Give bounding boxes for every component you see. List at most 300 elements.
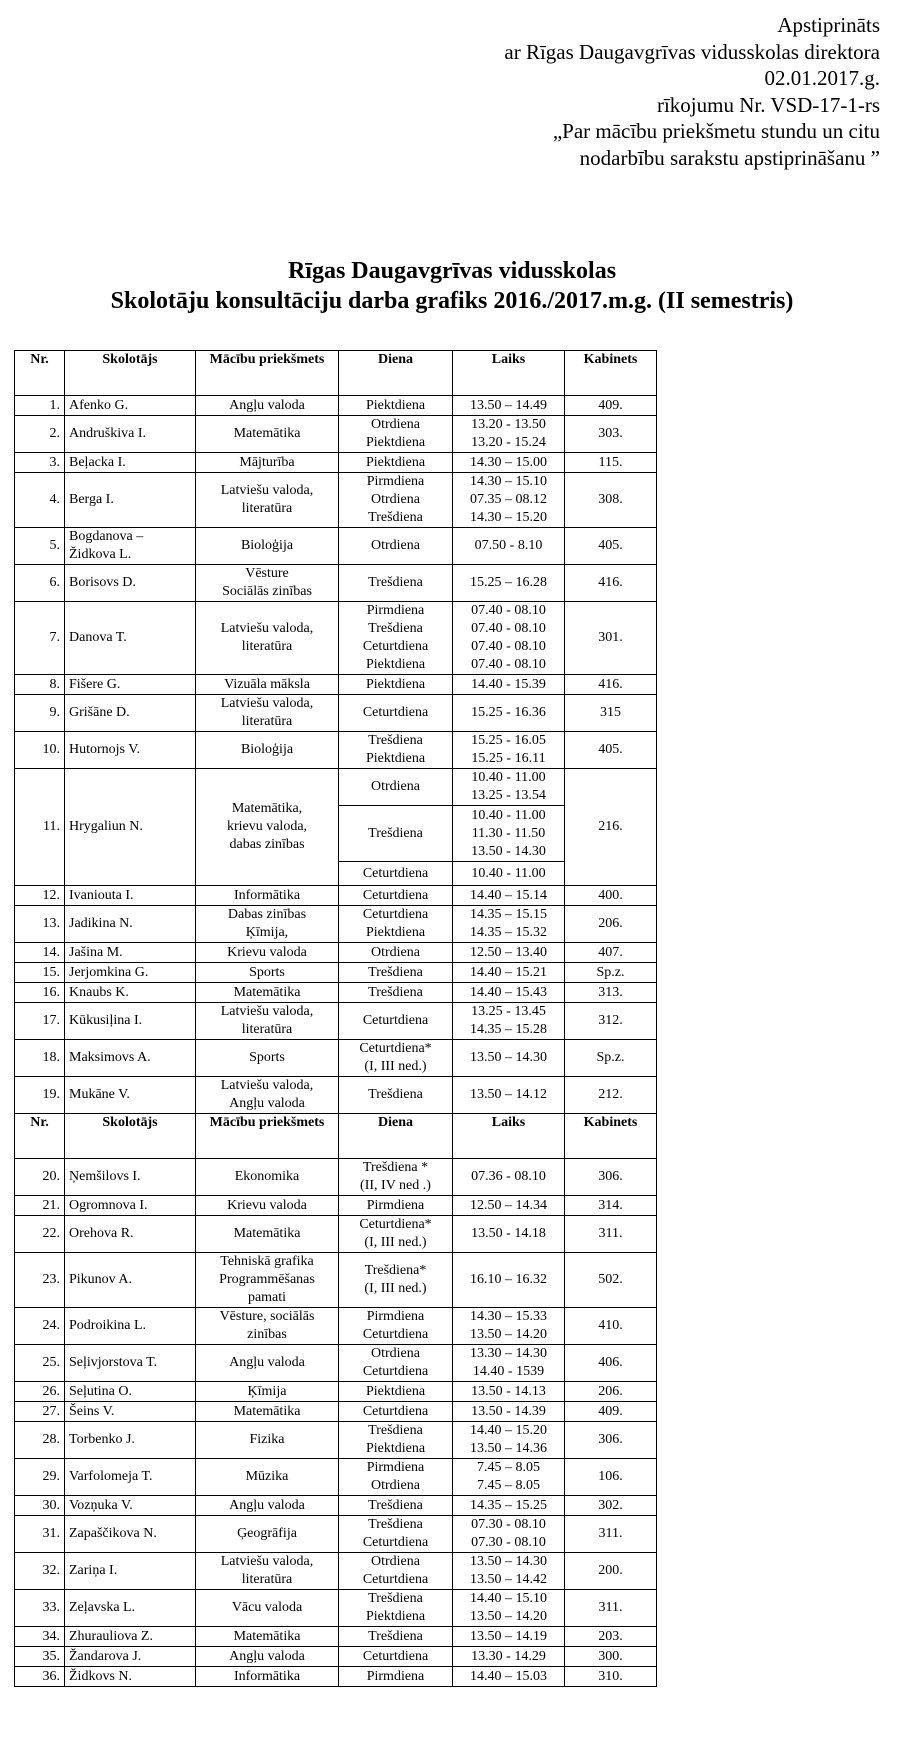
- subject: [196, 1647, 339, 1667]
- header-day: [339, 1114, 453, 1159]
- room: [565, 769, 657, 886]
- time: [453, 1308, 565, 1345]
- table-row: [15, 675, 657, 695]
- time-line: 11.30 - 11.50: [471, 825, 546, 841]
- subject-line: Sports: [249, 964, 285, 980]
- room: [565, 1553, 657, 1590]
- subject-line: Sports: [249, 1050, 285, 1065]
- day-line: Trešdiena: [368, 1517, 423, 1532]
- day-line: Piektdiena: [365, 454, 426, 470]
- table-row: [15, 1077, 657, 1114]
- teacher-name-line: Orehova R.: [69, 1226, 134, 1241]
- row-number-line: 36.: [42, 1668, 60, 1684]
- title-line-2: Skolotāju konsultāciju darba grafiks 2016./2017.m.g. (II semestris): [110, 288, 794, 314]
- teacher-name-line: Jašina M.: [69, 944, 123, 960]
- room: [565, 1077, 657, 1114]
- day-line: Ceturtdiena: [362, 1403, 429, 1419]
- time-line: 13.30 - 14.29: [471, 1648, 546, 1664]
- header-time: [453, 351, 565, 396]
- subject-line: literatūra: [241, 1022, 293, 1037]
- day: [339, 1553, 453, 1590]
- subject-line: Matemātika: [233, 1226, 301, 1241]
- time-line: 16.10 – 16.32: [470, 1272, 547, 1287]
- day-line: Otrdiena: [371, 944, 420, 960]
- document-title: [0, 256, 904, 316]
- table-row: [15, 1345, 657, 1382]
- subject-line: Ķīmija: [247, 1383, 287, 1399]
- row-number: [15, 396, 65, 416]
- day-line: Trešdiena: [368, 1423, 423, 1438]
- day: [339, 565, 453, 602]
- row-number-line: 27.: [42, 1403, 60, 1419]
- header-subject: [196, 1114, 339, 1159]
- day-line: Piektdiena: [365, 1441, 426, 1456]
- room: [565, 963, 657, 983]
- teacher-name: [65, 1590, 196, 1627]
- room: [565, 906, 657, 943]
- row-number-line: 1.: [49, 397, 60, 413]
- subject: [196, 473, 339, 528]
- teacher-name-line: Hrygaliun N.: [69, 819, 143, 834]
- room: [565, 453, 657, 473]
- subject: [196, 1382, 339, 1402]
- teacher-name-line: Knaubs K.: [69, 984, 129, 1000]
- teacher-name: [65, 396, 196, 416]
- day: [339, 1216, 453, 1253]
- time-line: 13.30 – 14.30: [470, 1346, 547, 1361]
- approval-line: Apstiprināts: [777, 13, 880, 37]
- teacher-name-line: Ivaniouta I.: [69, 887, 134, 903]
- time: [453, 396, 565, 416]
- room-line: 206.: [598, 916, 623, 931]
- time-line: 10.40 - 11.00: [471, 807, 546, 823]
- row-number: [15, 1422, 65, 1459]
- subject-line: Programmēšanas: [219, 1272, 315, 1287]
- table-header-row: [15, 351, 657, 396]
- day-line: Pirmdiena: [366, 1309, 425, 1324]
- time: [453, 983, 565, 1003]
- time: [453, 1253, 565, 1308]
- time: [453, 1216, 565, 1253]
- approval-line: nodarbību sarakstu apstiprināšanu ”: [579, 145, 880, 170]
- subject-line: Bioloģija: [240, 538, 294, 553]
- day-line: (II, IV ned .): [360, 1178, 431, 1193]
- teacher-name-line: Vozņuka V.: [69, 1497, 133, 1513]
- row-number-line: 7.: [49, 630, 60, 645]
- time-line: 07.30 - 08.10: [471, 1535, 546, 1550]
- row-number-line: 29.: [42, 1469, 60, 1484]
- time-line: 13.25 - 13.54: [471, 788, 546, 803]
- teacher-name: [65, 1647, 196, 1667]
- header-teacher-line: Skolotājs: [102, 1115, 158, 1130]
- day-line: Trešdiena: [368, 510, 423, 525]
- day: [339, 1345, 453, 1382]
- day-line: Otrdiena: [371, 417, 420, 432]
- time: [453, 1590, 565, 1627]
- room: [565, 1496, 657, 1516]
- row-number-line: 12.: [42, 887, 60, 903]
- room: [565, 1216, 657, 1253]
- time-line: 13.50 – 14.20: [470, 1327, 547, 1342]
- subject: [196, 769, 339, 886]
- room: [565, 396, 657, 416]
- row-number-line: 11.: [43, 819, 60, 834]
- teacher-name-line: Seļutina O.: [69, 1383, 132, 1399]
- table-row: [15, 1516, 657, 1553]
- room: [565, 695, 657, 732]
- time: [453, 695, 565, 732]
- day: [339, 416, 453, 453]
- day-line: Trešdiena: [368, 964, 423, 980]
- row-number-line: 32.: [42, 1563, 60, 1578]
- time: [453, 1003, 565, 1040]
- teacher-name-line: Bogdanova –: [69, 529, 144, 544]
- subject: [196, 943, 339, 963]
- day-line: Piektdiena: [365, 676, 426, 692]
- approval-line: 02.01.2017.g.: [764, 66, 880, 90]
- subject-line: Angļu valoda: [229, 1096, 305, 1111]
- day-line: Ceturtdiena: [362, 887, 429, 903]
- day: [339, 1647, 453, 1667]
- time-line: 13.50 – 14.20: [470, 1609, 547, 1624]
- teacher-name: [65, 416, 196, 453]
- room-line: 302.: [598, 1497, 623, 1513]
- time-line: 13.50 - 14.30: [471, 843, 546, 859]
- teacher-name: [65, 473, 196, 528]
- time-line: 07.36 - 08.10: [471, 1169, 546, 1184]
- row-number-line: 21.: [42, 1197, 60, 1213]
- table-row: [15, 1422, 657, 1459]
- day-line: Pirmdiena: [366, 1460, 425, 1475]
- time: [453, 1402, 565, 1422]
- day-line: Trešdiena*: [364, 1263, 427, 1278]
- header-room: [565, 351, 657, 396]
- day: [339, 695, 453, 732]
- time: [453, 943, 565, 963]
- header-nr-line: Nr.: [30, 1115, 49, 1130]
- time-line: 13.50 – 14.36: [470, 1441, 547, 1456]
- time: [453, 565, 565, 602]
- day-line: Ceturtdiena: [362, 1648, 429, 1664]
- time-line: 14.30 – 15.33: [470, 1309, 547, 1324]
- header-teacher: [65, 1114, 196, 1159]
- room-line: Sp.z.: [596, 1050, 625, 1065]
- subject: [196, 1402, 339, 1422]
- day-line: Ceturtdiena: [362, 1013, 429, 1028]
- time: [453, 1382, 565, 1402]
- time-line: 14.35 – 15.32: [470, 925, 547, 940]
- teacher-name-line: Podroikina L.: [69, 1318, 146, 1333]
- teacher-name: [65, 1040, 196, 1077]
- time: [453, 602, 565, 675]
- row-number: [15, 1647, 65, 1667]
- room-line: Sp.z.: [596, 964, 625, 980]
- room-line: 306.: [598, 1432, 623, 1447]
- day: [339, 943, 453, 963]
- teacher-name-line: Židkovs N.: [69, 1668, 132, 1684]
- row-number-line: 2.: [49, 426, 60, 441]
- day-line: Ceturtdiena: [362, 1572, 429, 1587]
- time-line: 10.40 - 11.00: [471, 770, 546, 785]
- header-subject: [196, 351, 339, 396]
- room: [565, 1590, 657, 1627]
- subject: [196, 983, 339, 1003]
- row-number: [15, 1003, 65, 1040]
- room: [565, 602, 657, 675]
- header-nr: [15, 351, 65, 396]
- subject-line: Vizuāla māksla: [224, 676, 310, 692]
- row-number: [15, 453, 65, 473]
- subject: [196, 1345, 339, 1382]
- table-row: [15, 396, 657, 416]
- row-number: [15, 943, 65, 963]
- room-line: 410.: [598, 1318, 623, 1333]
- row-number: [15, 1402, 65, 1422]
- time: [453, 1422, 565, 1459]
- time-line: 13.20 - 13.50: [471, 417, 546, 432]
- time-line: 7.45 – 8.05: [477, 1460, 540, 1475]
- teacher-name-line: Hutornojs V.: [69, 742, 141, 757]
- row-number-line: 24.: [42, 1318, 60, 1333]
- row-number: [15, 1553, 65, 1590]
- subject-line: Latviešu valoda,: [220, 1004, 314, 1019]
- time: [453, 1496, 565, 1516]
- row-number-line: 16.: [42, 984, 60, 1000]
- day: [339, 1627, 453, 1647]
- teacher-name: [65, 1253, 196, 1308]
- day: [339, 1422, 453, 1459]
- subject: [196, 675, 339, 695]
- header-subject-line: Mācību priekšmets: [209, 352, 325, 367]
- row-number-line: 13.: [42, 916, 60, 931]
- time: [453, 473, 565, 528]
- room-line: 310.: [598, 1668, 623, 1684]
- subject-line: Angļu valoda: [229, 1648, 305, 1664]
- time: [453, 416, 565, 453]
- day-line: Ceturtdiena*: [359, 1041, 432, 1056]
- row-number: [15, 1196, 65, 1216]
- day: [339, 806, 453, 862]
- time-line: 13.50 - 14.13: [471, 1383, 546, 1399]
- subject-line: Mājturība: [239, 454, 295, 470]
- subject: [196, 416, 339, 453]
- subject: [196, 1077, 339, 1114]
- row-number-line: 6.: [49, 575, 60, 590]
- room: [565, 1402, 657, 1422]
- room: [565, 1647, 657, 1667]
- header-room-line: Kabinets: [583, 352, 638, 367]
- day-line: Piektdiena: [365, 1609, 426, 1624]
- day-line: Ceturtdiena: [362, 1327, 429, 1342]
- day-line: Piektdiena: [365, 657, 426, 672]
- table-row: [15, 1308, 657, 1345]
- teacher-name-line: Zapaščikova N.: [69, 1526, 157, 1541]
- day-line: Trešdiena: [368, 1497, 423, 1513]
- time-line: 14.40 – 15.03: [470, 1668, 547, 1684]
- day: [339, 1159, 453, 1196]
- room: [565, 1459, 657, 1496]
- subject-line: Vācu valoda: [231, 1600, 303, 1615]
- table-row: [15, 1196, 657, 1216]
- header-day: [339, 351, 453, 396]
- time-line: 14.40 – 15.20: [470, 1423, 547, 1438]
- table-row: [15, 1590, 657, 1627]
- room: [565, 1308, 657, 1345]
- time: [453, 1040, 565, 1077]
- subject: [196, 1196, 339, 1216]
- row-number-line: 17.: [42, 1013, 60, 1028]
- room-line: 416.: [598, 575, 623, 590]
- day: [339, 769, 453, 806]
- subject-line: Ķīmija,: [245, 925, 289, 940]
- teacher-name: [65, 602, 196, 675]
- row-number: [15, 1077, 65, 1114]
- teacher-name: [65, 565, 196, 602]
- teacher-name: [65, 886, 196, 906]
- approval-line: rīkojumu Nr. VSD-17-1-rs: [656, 92, 880, 117]
- teacher-name: [65, 1196, 196, 1216]
- time-line: 13.50 - 14.18: [471, 1226, 546, 1241]
- room: [565, 528, 657, 565]
- teacher-name: [65, 1402, 196, 1422]
- time: [453, 1345, 565, 1382]
- day: [339, 602, 453, 675]
- subject-line: Angļu valoda: [229, 1355, 305, 1370]
- time-line: 15.25 – 16.28: [470, 575, 547, 590]
- room: [565, 1040, 657, 1077]
- row-number-line: 35.: [42, 1648, 60, 1664]
- time-line: 15.25 - 16.11: [471, 751, 546, 766]
- teacher-name: [65, 1553, 196, 1590]
- teacher-name: [65, 1422, 196, 1459]
- row-number: [15, 1459, 65, 1496]
- room-line: 301.: [598, 630, 623, 645]
- header-time-line: Laiks: [491, 352, 526, 367]
- teacher-name-line: Berga I.: [69, 492, 114, 507]
- table-row: [15, 1159, 657, 1196]
- subject-line: Ekonomika: [234, 1169, 300, 1184]
- room-line: 315: [600, 705, 621, 720]
- row-number: [15, 1308, 65, 1345]
- day: [339, 1077, 453, 1114]
- subject: [196, 963, 339, 983]
- day-line: Pirmdiena: [366, 603, 425, 618]
- subject: [196, 1459, 339, 1496]
- teacher-name-line: Varfolomeja T.: [69, 1469, 153, 1484]
- time-line: 07.50 - 8.10: [474, 538, 543, 553]
- table-row: [15, 983, 657, 1003]
- subject-line: pamati: [247, 1290, 287, 1305]
- time-line: 14.30 – 15.00: [470, 454, 547, 470]
- room: [565, 565, 657, 602]
- teacher-name-line: Ogromnova I.: [69, 1197, 148, 1213]
- header-nr-line: Nr.: [30, 352, 49, 367]
- header-nr: [15, 1114, 65, 1159]
- header-subject-line: Mācību priekšmets: [209, 1115, 325, 1130]
- room-line: 300.: [598, 1648, 623, 1664]
- time-line: 13.50 – 14.42: [470, 1572, 547, 1587]
- row-number: [15, 528, 65, 565]
- room-line: 203.: [598, 1628, 623, 1644]
- teacher-name: [65, 675, 196, 695]
- teacher-name: [65, 769, 196, 886]
- teacher-name-line: Pikunov A.: [69, 1272, 133, 1287]
- time: [453, 769, 565, 806]
- row-number: [15, 1253, 65, 1308]
- teacher-name-line: Andruškiva I.: [69, 426, 146, 441]
- subject: [196, 1159, 339, 1196]
- subject-line: Matemātika: [233, 1628, 301, 1644]
- teacher-name-line: Jerjomkina G.: [69, 964, 149, 980]
- row-number: [15, 1345, 65, 1382]
- day-line: Ceturtdiena: [362, 1535, 429, 1550]
- day-line: Otrdiena: [371, 1478, 420, 1493]
- subject-line: literatūra: [241, 1572, 293, 1587]
- row-number-line: 9.: [49, 705, 60, 720]
- time: [453, 1647, 565, 1667]
- subject-line: Vēsture: [245, 566, 289, 581]
- day-line: Piektdiena: [365, 925, 426, 940]
- day-line: Trešdiena *: [362, 1160, 429, 1175]
- time-line: 14.35 – 15.15: [470, 907, 547, 922]
- time: [453, 1159, 565, 1196]
- table-row: [15, 1253, 657, 1308]
- day: [339, 886, 453, 906]
- approval-block: [504, 12, 880, 171]
- day-line: Ceturtdiena: [362, 865, 429, 881]
- day: [339, 1253, 453, 1308]
- subject: [196, 453, 339, 473]
- teacher-name-line: Židkova L.: [69, 547, 132, 562]
- subject-line: literatūra: [241, 501, 293, 516]
- teacher-name: [65, 1003, 196, 1040]
- table-row: [15, 1382, 657, 1402]
- table-row: [15, 1553, 657, 1590]
- teacher-name-line: Mukāne V.: [69, 1087, 130, 1102]
- subject: [196, 1590, 339, 1627]
- day-line: Trešdiena: [368, 733, 423, 748]
- time-line: 14.30 – 15.20: [470, 510, 547, 525]
- time: [453, 886, 565, 906]
- time-line: 14.35 – 15.25: [470, 1497, 547, 1513]
- subject-line: Matemātika: [233, 1403, 301, 1419]
- day: [339, 983, 453, 1003]
- day: [339, 1459, 453, 1496]
- subject-line: zinības: [247, 1327, 287, 1342]
- teacher-name: [65, 528, 196, 565]
- time-line: 12.50 – 14.34: [470, 1197, 547, 1213]
- row-number-line: 30.: [42, 1497, 60, 1513]
- room: [565, 1627, 657, 1647]
- table-row: [15, 695, 657, 732]
- row-number: [15, 886, 65, 906]
- room: [565, 1345, 657, 1382]
- row-number: [15, 769, 65, 886]
- table-header-row: [15, 1114, 657, 1159]
- time-line: 14.40 - 1539: [472, 1364, 545, 1379]
- teacher-name-line: Torbenko J.: [69, 1432, 135, 1447]
- day: [339, 1308, 453, 1345]
- day: [339, 1196, 453, 1216]
- teacher-name-line: Beļacka I.: [69, 454, 126, 470]
- time-line: 13.50 – 14.30: [470, 1554, 547, 1569]
- table-row: [15, 769, 657, 806]
- room: [565, 983, 657, 1003]
- subject-line: krievu valoda,: [226, 819, 308, 834]
- day-line: Otrdiena: [371, 538, 420, 553]
- day-line: Piektdiena: [365, 751, 426, 766]
- time: [453, 1077, 565, 1114]
